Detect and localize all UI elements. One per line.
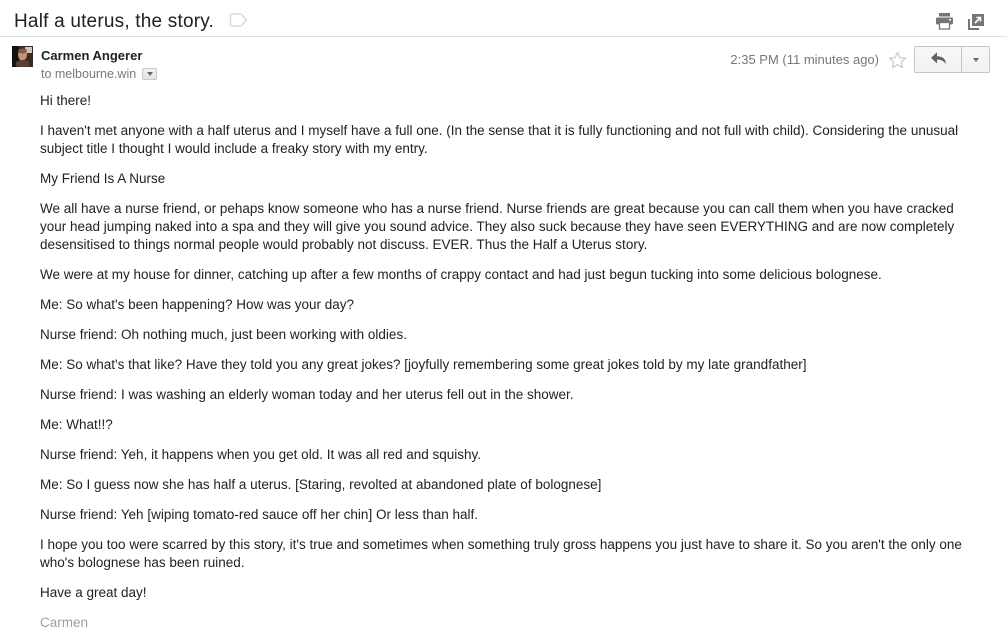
- body-paragraph: Me: So I guess now she has half a uterus. [Staring, revolted at abandoned plate of bolognese]: [40, 477, 602, 492]
- body-paragraph: I haven't met anyone with a half uterus and I myself have a full one. (In the sense that it is fully functioning and not full with child). Considering the unusual subject title I thought I would include a freaky story with my entry.: [40, 123, 959, 156]
- body-paragraph: Nurse friend: Oh nothing much, just been working with oldies.: [40, 327, 407, 342]
- print-button[interactable]: [933, 11, 956, 32]
- more-options-button[interactable]: [962, 46, 990, 73]
- body-paragraph: Have a great day!: [40, 585, 147, 600]
- body-paragraph: We all have a nurse friend, or pehaps know someone who has a nurse friend. Nurse friends are great because you can call them when you have cracked your head jumping naked into a spa and they will give you sound advice. They also suck because they have seen EVERYTHING and are now completely desensitised to things normal people would probably not discuss. EVER. Thus the Half a Uterus story.: [40, 201, 955, 252]
- recipient-line: [41, 67, 157, 81]
- show-details-button[interactable]: [142, 68, 157, 80]
- body-paragraph: My Friend Is A Nurse: [40, 171, 166, 186]
- recipient-text: to melbourne.win: [41, 67, 137, 81]
- body-paragraph: Me: So what's been happening? How was your day?: [40, 297, 355, 312]
- sender-name: Carmen Angerer: [41, 48, 143, 63]
- body-paragraph: Nurse friend: I was washing an elderly woman today and her uterus fell out in the shower.: [40, 387, 574, 402]
- message-timestamp: 2:35 PM (11 minutes ago): [730, 52, 879, 67]
- printer-icon: [935, 18, 954, 33]
- header-actions: [933, 11, 987, 33]
- chevron-down-icon: [147, 72, 153, 76]
- sender-avatar[interactable]: [12, 46, 33, 67]
- reply-arrow-icon: [930, 51, 947, 68]
- subject-bar: [0, 0, 1007, 36]
- message-header-right: [730, 46, 990, 73]
- star-outline-icon: [888, 57, 907, 72]
- message-header: [0, 37, 1007, 81]
- signature: Carmen: [40, 615, 89, 630]
- body-paragraph: Me: What!!?: [40, 417, 113, 432]
- body-paragraph: Nurse friend: Yeh [wiping tomato-red sauce off her chin] Or less than half.: [40, 507, 478, 522]
- reply-button-group: [914, 46, 990, 73]
- body-paragraph: I hope you too were scarred by this story, it's true and sometimes when something truly gross happens you just have to share it. So you aren't the only one who's bolognese has been ruined.: [40, 537, 962, 570]
- label-tag-icon: [229, 13, 248, 32]
- body-paragraph: We were at my house for dinner, catching up after a few months of crappy contact and had just begun tucking into some delicious bolognese.: [40, 267, 882, 282]
- body-paragraph: Hi there!: [40, 93, 92, 108]
- star-button[interactable]: [888, 51, 907, 69]
- subject-title: Half a uterus, the story.: [14, 10, 215, 32]
- chevron-down-icon: [973, 58, 979, 62]
- open-in-new-window-button[interactable]: [965, 11, 987, 33]
- body-paragraph: Nurse friend: Yeh, it happens when you get old. It was all red and squishy.: [40, 447, 482, 462]
- sender-block: [41, 46, 157, 81]
- open-in-new-icon: [967, 19, 985, 34]
- reply-button[interactable]: [914, 46, 962, 73]
- body-paragraph: Me: So what's that like? Have they told you any great jokes? [joyfully remembering some great jokes told by my late grandfather]: [40, 357, 807, 372]
- email-body: [0, 81, 1007, 630]
